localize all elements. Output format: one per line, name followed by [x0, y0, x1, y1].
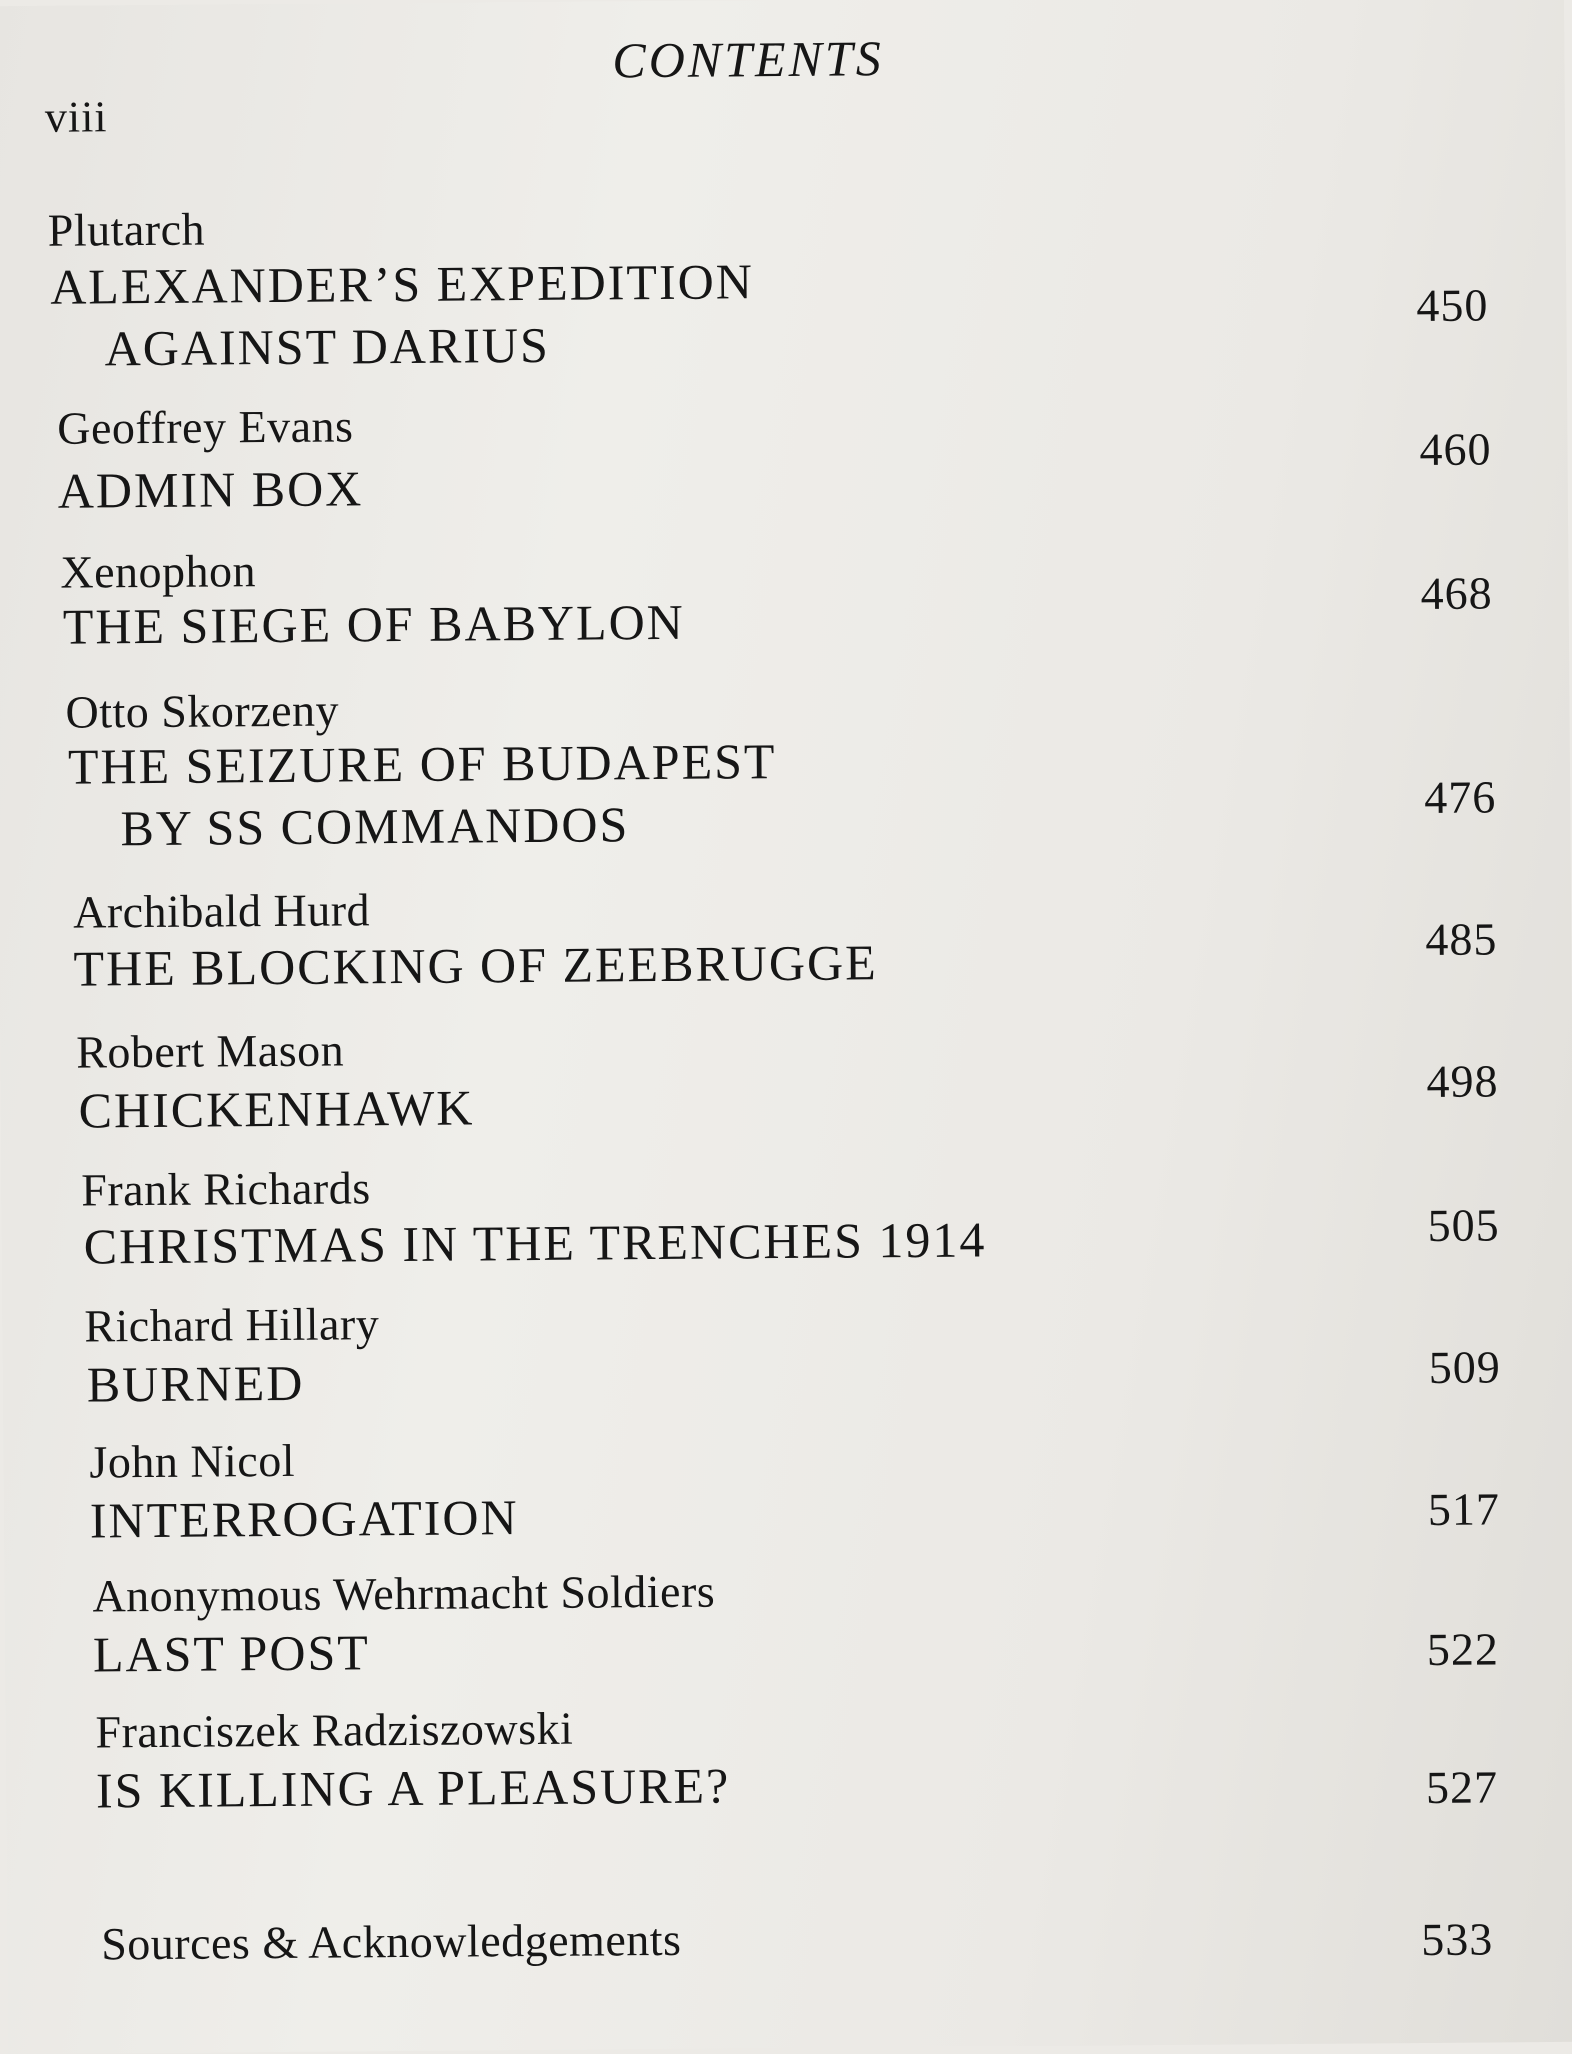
entry-author: Xenophon [60, 545, 257, 598]
sources-label: Sources & Acknowledgements [101, 1913, 682, 1970]
entry-page-number: 498 [1426, 1055, 1499, 1107]
entry-title-line: CHRISTMAS IN THE TRENCHES 1914 [83, 1211, 987, 1275]
entry-title-line: BY SS COMMANDOS [120, 796, 630, 857]
entry-page-number: 509 [1428, 1341, 1501, 1393]
entry-author: John Nicol [89, 1434, 296, 1488]
entry-page-number: 468 [1420, 567, 1493, 620]
entry-title-line: IS KILLING A PLEASURE? [95, 1757, 731, 1819]
entry-page-number: 460 [1419, 423, 1492, 476]
entry-page-number: 450 [1416, 279, 1489, 332]
entry-author: Archibald Hurd [72, 884, 371, 938]
entry-title-line: AGAINST DARIUS [104, 316, 551, 377]
entry-page-number: 522 [1426, 1623, 1500, 1675]
entry-title-line: THE BLOCKING OF ZEEBRUGGE [73, 934, 878, 997]
entry-page-number: 505 [1427, 1199, 1500, 1251]
entry-title-line: THE SEIZURE OF BUDAPEST [67, 733, 777, 795]
entry-title-line: LAST POST [92, 1624, 371, 1683]
sources-page-number: 533 [1421, 1913, 1494, 1966]
folio: viii [44, 92, 108, 142]
running-head: CONTENTS [612, 30, 884, 89]
entry-title-line: BURNED [86, 1354, 305, 1413]
entry-page-number: 485 [1425, 913, 1498, 965]
entry-author: Plutarch [47, 203, 206, 256]
entry-title-line: ALEXANDER’S EXPEDITION [49, 253, 755, 315]
entry-author: Geoffrey Evans [57, 400, 354, 454]
entry-title-line: THE SIEGE OF BABYLON [62, 593, 685, 655]
entry-page-number: 517 [1427, 1483, 1501, 1535]
entry-author: Richard Hillary [84, 1298, 380, 1352]
entry-author: Robert Mason [75, 1024, 345, 1078]
entry-title-line: ADMIN BOX [57, 460, 364, 519]
entry-author: Otto Skorzeny [65, 684, 340, 738]
entry-page-number: 476 [1424, 771, 1497, 823]
entry-title-line: INTERROGATION [89, 1489, 519, 1549]
entry-title-line: CHICKENHAWK [78, 1079, 475, 1139]
entry-author: Anonymous Wehrmacht Soldiers [92, 1565, 716, 1622]
entry-author: Frank Richards [81, 1162, 371, 1216]
entry-author: Franciszek Radziszowski [95, 1702, 574, 1758]
entry-page-number: 527 [1425, 1761, 1499, 1813]
